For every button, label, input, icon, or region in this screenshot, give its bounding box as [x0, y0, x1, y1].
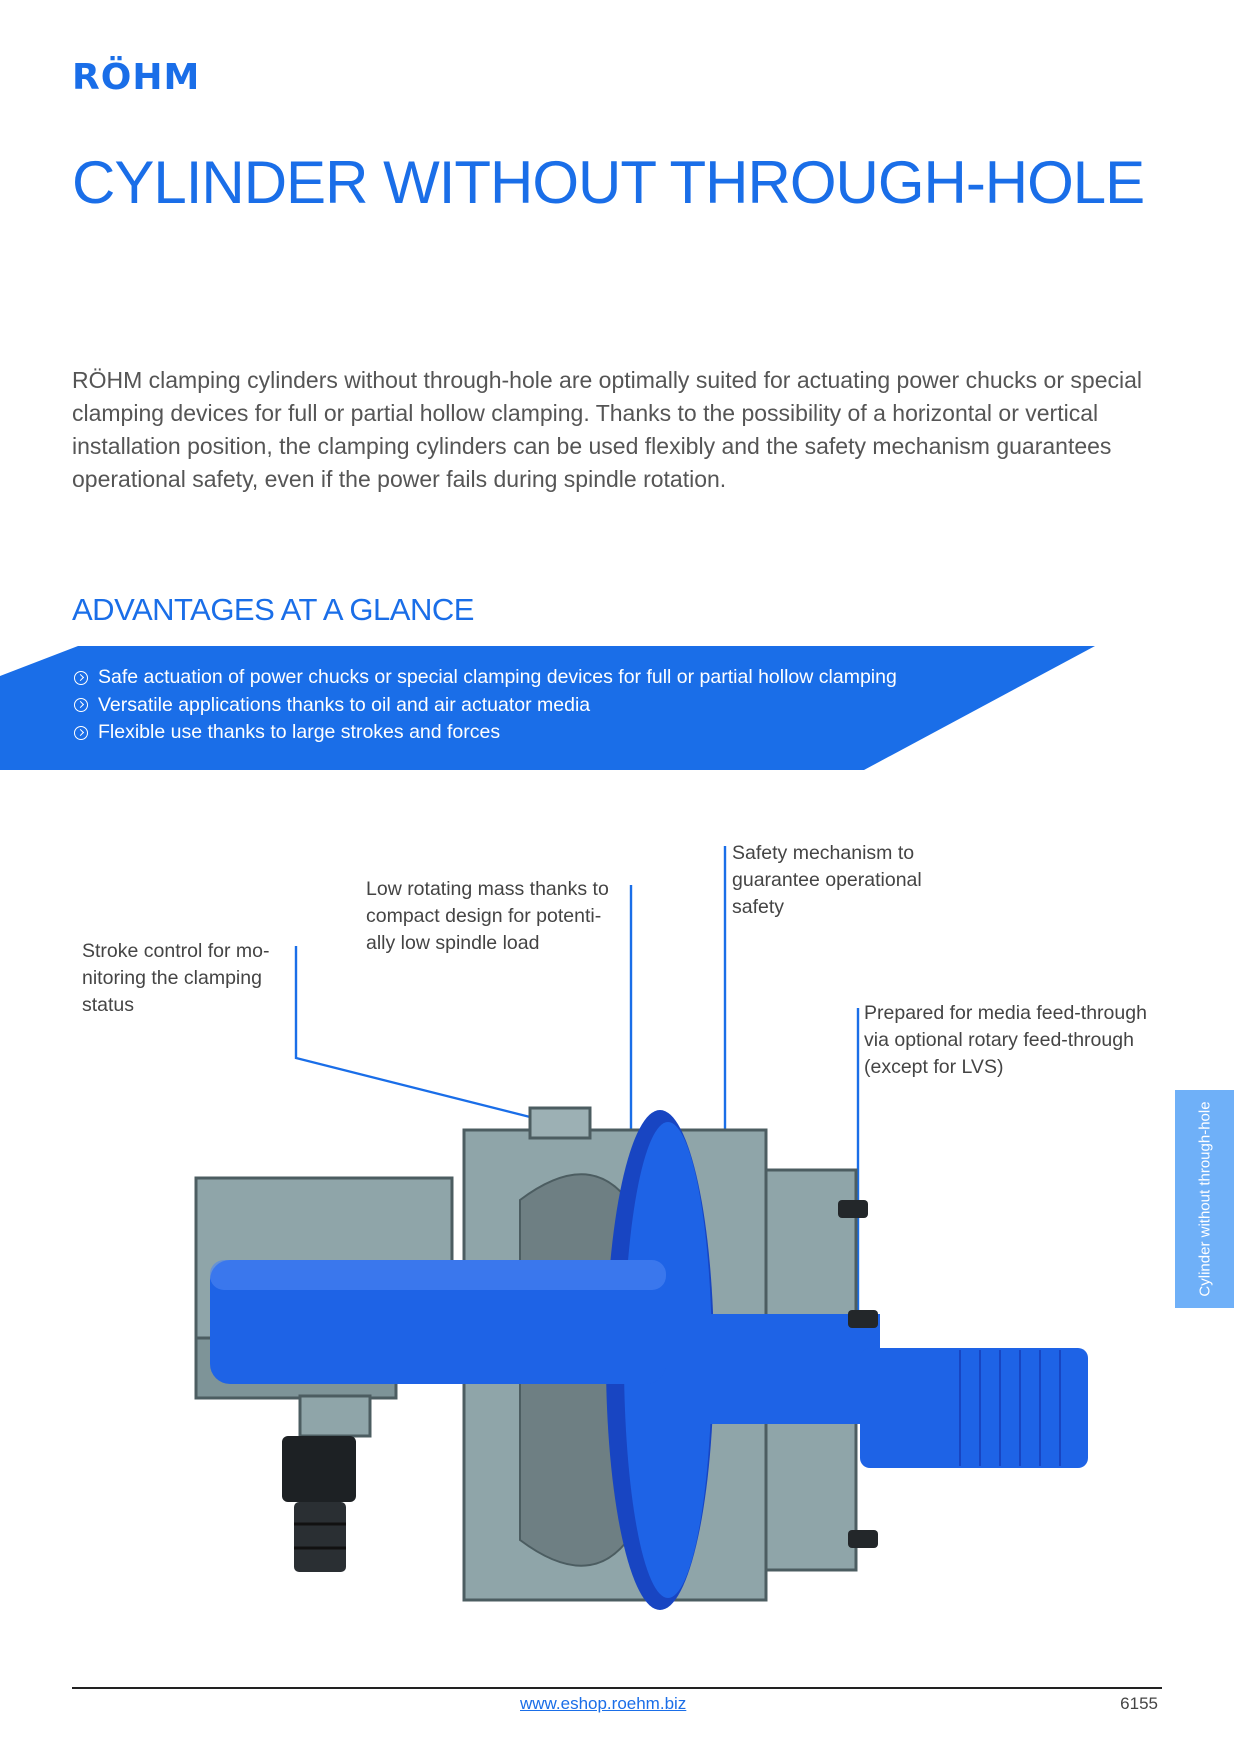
side-tab-label: Cylinder without through-hole: [1196, 1101, 1213, 1297]
arrow-circle-icon: [74, 726, 88, 740]
svg-text:RÖHM: RÖHM: [72, 57, 201, 95]
advantages-heading: ADVANTAGES AT A GLANCE: [72, 592, 474, 627]
footer-rule: [72, 1687, 1162, 1689]
advantage-item: Versatile applications thanks to oil and air actuator media: [74, 692, 897, 720]
side-section-tab: [1175, 1090, 1234, 1308]
arrow-circle-icon: [74, 671, 88, 685]
eshop-link[interactable]: www.eshop.roehm.biz: [520, 1694, 687, 1713]
advantage-item: Safe actuation of power chucks or special clamping devices for full or partial hollow clamping: [74, 664, 897, 692]
callout-media: Prepared for media feed-through via optional rotary feed-through (except for LVS): [864, 1002, 1147, 1078]
callout-safety: Safety mechanism to guarantee operational safety: [732, 842, 922, 918]
intro-paragraph: RÖHM clamping cylinders without through-hole are optimally suited for actuating power chucks or special clamping devices for full or partial hollow clamping. Thanks to the possibility of a horizontal or vertical installation position, the clamping cylinders can be used flexibly and the safety mechanism guarantees operational safety, even if the power fails during spindle rotation.: [72, 367, 1142, 492]
page-title: CYLINDER WITHOUT THROUGH-HOLE: [72, 149, 1145, 216]
leader-line-stroke-control: [296, 946, 534, 1118]
callout-stroke-control: Stroke control for mo-nitoring the clamping status: [82, 940, 270, 1016]
page-number: 6155: [1120, 1694, 1158, 1713]
advantage-item: Flexible use thanks to large strokes and forces: [74, 719, 897, 747]
roehm-logo: [72, 55, 212, 95]
advantages-list: [74, 664, 897, 747]
callout-low-mass: Low rotating mass thanks to compact design for potenti-ally low spindle load: [366, 878, 609, 954]
arrow-circle-icon: [74, 698, 88, 712]
